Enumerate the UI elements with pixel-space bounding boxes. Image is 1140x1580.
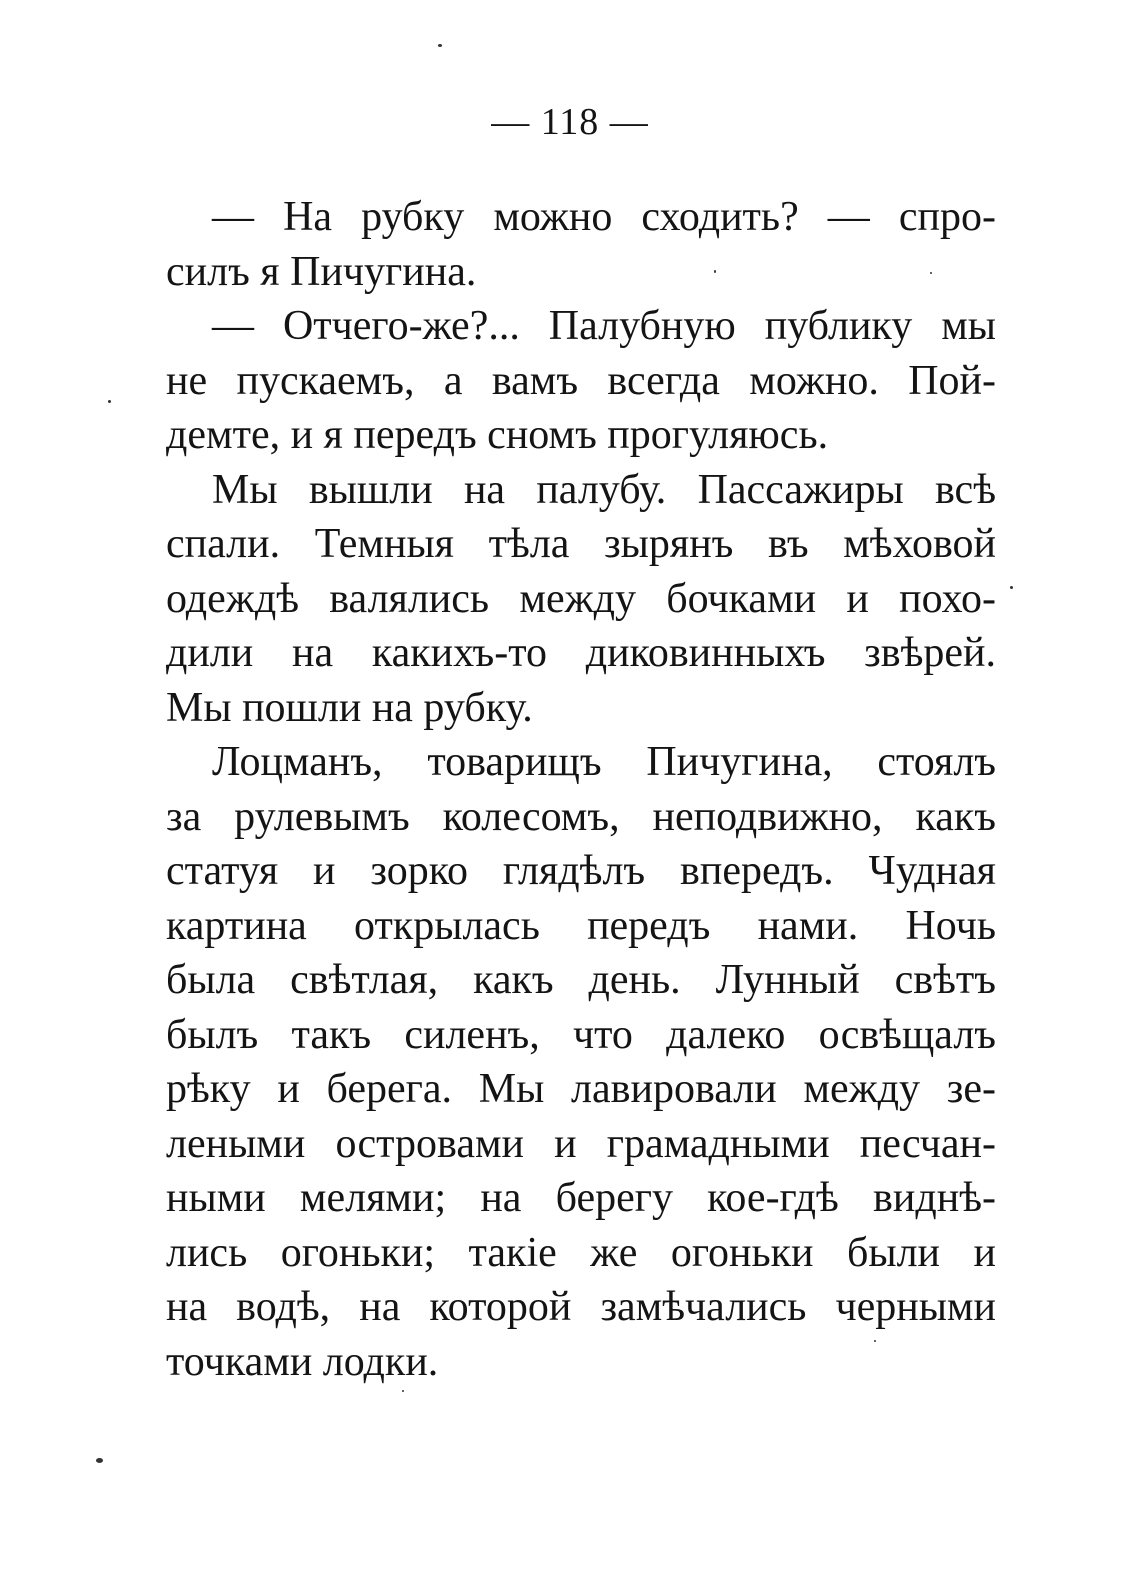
text-line: Лоцманъ, товарищъ Пичугина, стоялъ	[212, 739, 996, 785]
text-line: леными островами и грамадными песчан-	[166, 1120, 996, 1167]
page-number: — 118 —	[491, 101, 649, 143]
text-line: точками лодки.	[166, 1338, 439, 1385]
text-line: картина открылась передъ нами. Ночь	[166, 902, 996, 949]
text-line: была свѣтлая, какъ день. Лунный свѣтъ	[166, 957, 996, 1003]
text-line: одеждѣ валялись между бочками и похо-	[166, 575, 996, 622]
page-text	[166, 190, 996, 1389]
paragraph-2	[166, 299, 996, 463]
text-line: Мы вышли на палубу. Пассажиры всѣ	[212, 466, 996, 513]
text-line: спали. Темныя тѣла зырянъ въ мѣховой	[166, 521, 996, 567]
scan-speck	[874, 1340, 876, 1342]
text-line: — Отчего-же?... Палубную публику мы	[212, 303, 996, 349]
text-line: былъ такъ силенъ, что далеко освѣщалъ	[166, 1011, 996, 1058]
scan-speck	[402, 1390, 404, 1392]
scan-speck	[1010, 586, 1013, 589]
scan-speck	[96, 1458, 103, 1463]
text-line: статуя и зорко глядѣлъ впередъ. Чудная	[166, 848, 996, 894]
text-line: рѣку и берега. Мы лавировали между зе-	[166, 1066, 996, 1112]
text-line: за рулевымъ колесомъ, неподвижно, какъ	[166, 793, 996, 840]
scan-speck	[108, 400, 111, 403]
scan-speck	[438, 44, 442, 47]
scan-speck	[714, 270, 716, 273]
paragraph-4	[166, 735, 996, 1389]
text-line: дили на какихъ-то диковинныхъ звѣрей.	[166, 630, 996, 676]
text-line: — На рубку можно сходить? — спро-	[212, 194, 996, 240]
text-line: Мы пошли на рубку.	[166, 684, 533, 731]
text-line: ными мелями; на берегу кое-гдѣ виднѣ-	[166, 1175, 996, 1221]
paragraph-3	[166, 463, 996, 736]
paragraph-1	[166, 190, 996, 299]
text-line: на водѣ, на которой замѣчались черными	[166, 1284, 996, 1330]
text-line: демте, и я передъ сномъ прогуляюсь.	[166, 412, 829, 458]
scan-speck	[930, 272, 932, 274]
text-line: не пускаемъ, а вамъ всегда можно. Пой-	[166, 357, 996, 404]
text-line: лись огоньки; такіе же огоньки были и	[166, 1229, 996, 1276]
text-line: силъ я Пичугина.	[166, 248, 477, 295]
